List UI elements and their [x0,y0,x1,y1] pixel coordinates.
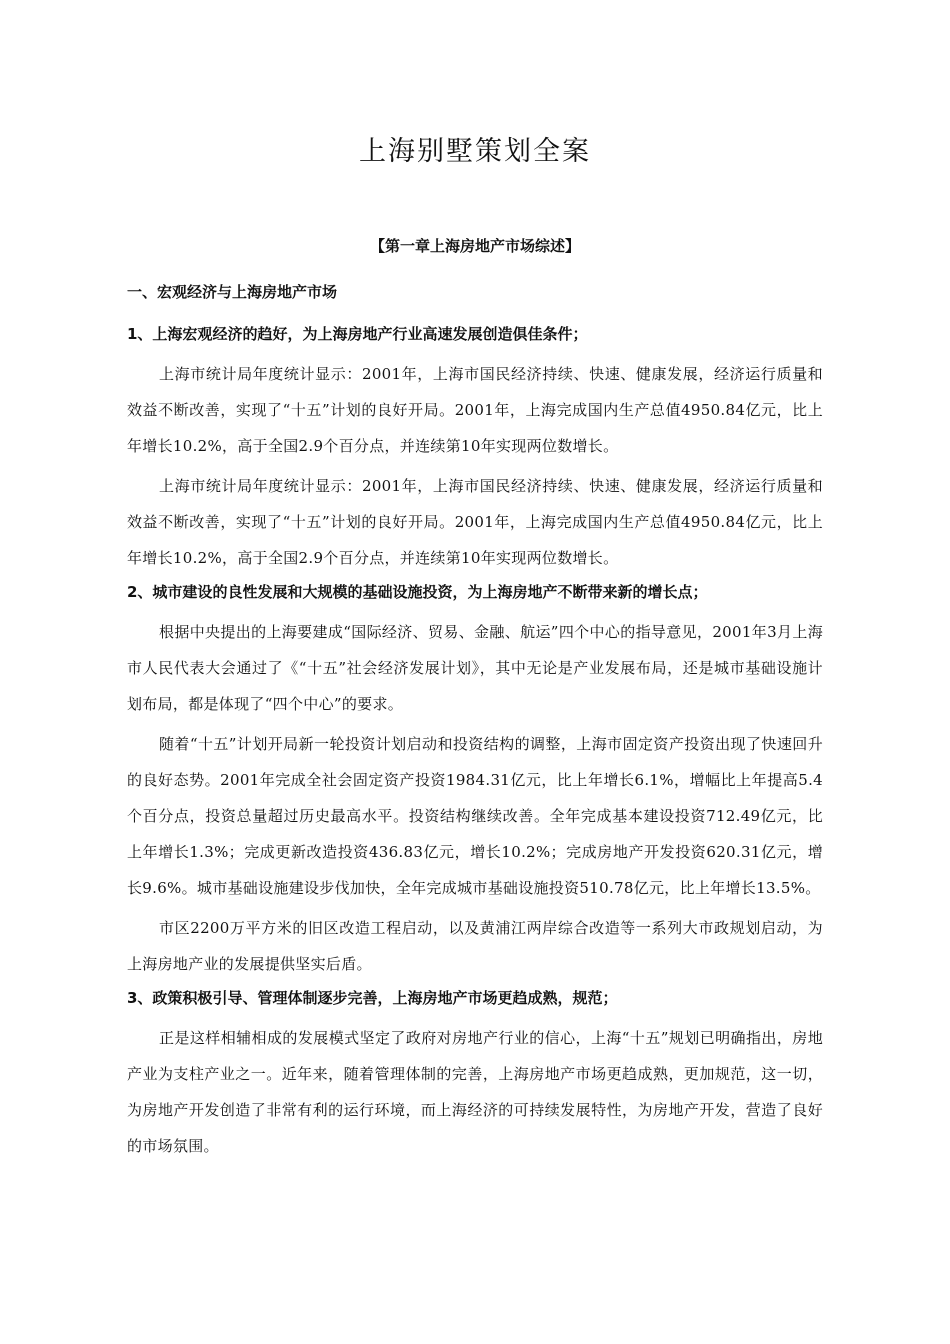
paragraph: 上海市统计局年度统计显示：2001年，上海市国民经济持续、快速、健康发展，经济运行质量和效益不断改善，实现了“十五”计划的良好开局。2001年，上海完成国内生产总值4950.84亿元，比上年增长10.2%，高于全国2.9个百分点，并连续第10年实现两位数增长。 [127,477,823,567]
paragraph: 正是这样相辅相成的发展模式坚定了政府对房地产行业的信心，上海“十五”规划已明确指出，房地产业为支柱产业之一。近年来，随着管理体制的完善，上海房地产市场更趋成熟，更加规范，这一切，为房地产开发创造了非常有利的运行环境，而上海经济的可持续发展特性，为房地产开发，营造了良好的市场氛围。 [127,1029,823,1155]
paragraph: 市区2200万平方米的旧区改造工程启动，以及黄浦江两岸综合改造等一系列大市政规划启动，为上海房地产业的发展提供坚实后盾。 [127,919,823,973]
chapter-heading: 【第一章上海房地产市场综述】 [369,237,580,255]
subsection-heading-2: 2、城市建设的良性发展和大规模的基础设施投资，为上海房地产不断带来新的增长点； [127,583,708,601]
document-title: 上海别墅策划全案 [359,136,591,167]
paragraph: 随着“十五”计划开局新一轮投资计划启动和投资结构的调整，上海市固定资产投资出现了快速回升的良好态势。2001年完成全社会固定资产投资1984.31亿元，比上年增长6.1%，增幅比上年提高5.4个百分点，投资总量超过历史最高水平。投资结构继续改善。全年完成基本建设投资712.49亿元，比上年增长1.3%；完成更新改造投资436.83亿元，增长10.2%；完成房地产开发投资620.31亿元，增长9.6%。城市基础设施建设步伐加快，全年完成城市基础设施投资510.78亿元，比上年增长13.5%。 [127,735,823,897]
subsection-heading-1: 1、上海宏观经济的趋好，为上海房地产行业高速发展创造俱佳条件； [127,325,588,343]
paragraph: 上海市统计局年度统计显示：2001年，上海市国民经济持续、快速、健康发展，经济运行质量和效益不断改善，实现了“十五”计划的良好开局。2001年，上海完成国内生产总值4950.84亿元，比上年增长10.2%，高于全国2.9个百分点，并连续第10年实现两位数增长。 [127,365,823,455]
section-heading: 一、宏观经济与上海房地产市场 [127,283,338,301]
paragraph: 根据中央提出的上海要建成“国际经济、贸易、金融、航运”四个中心的指导意见，2001年3月上海市人民代表大会通过了《“十五”社会经济发展计划》，其中无论是产业发展布局，还是城市基础设施计划布局，都是体现了“四个中心”的要求。 [127,623,823,713]
subsection-heading-3: 3、政策积极引导、管理体制逐步完善，上海房地产市场更趋成熟，规范； [127,989,618,1007]
document-body [127,280,823,1164]
